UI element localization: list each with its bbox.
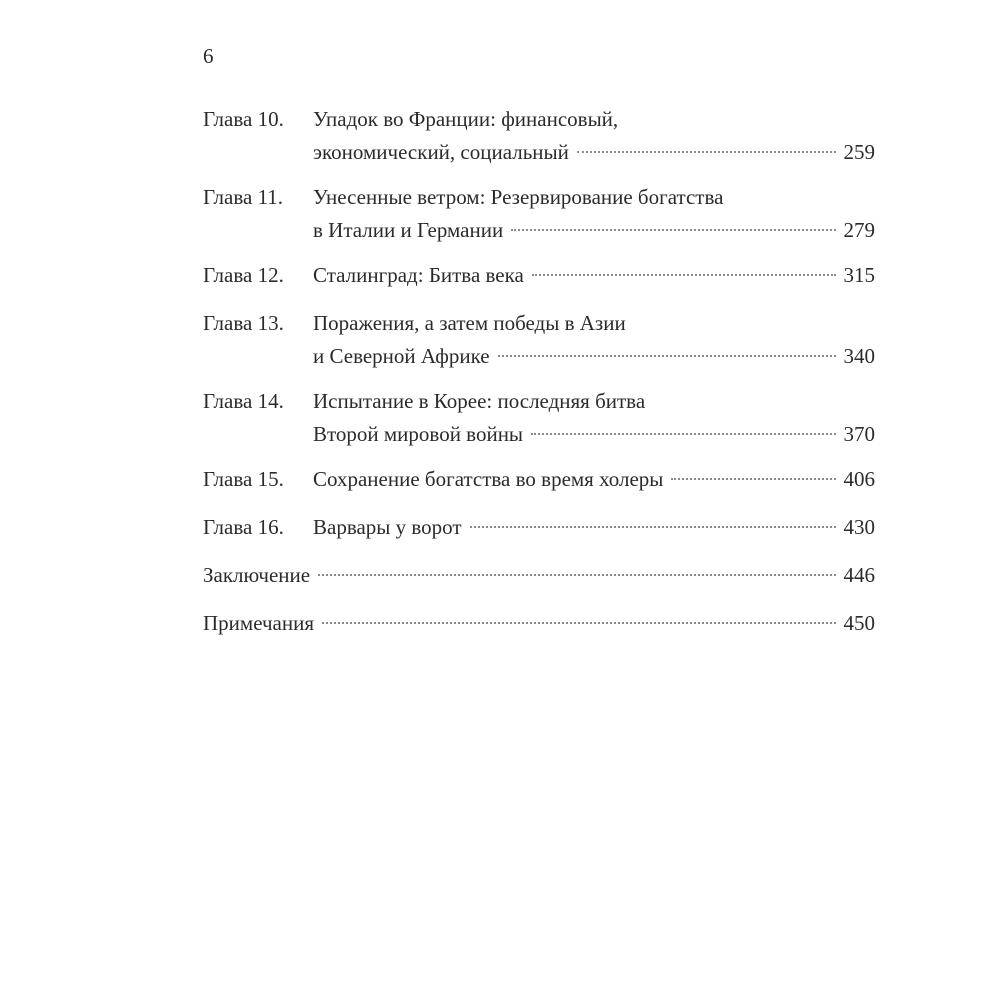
chapter-title-line: Упадок во Франции: финансовый, — [313, 107, 619, 131]
dot-leader — [671, 478, 835, 480]
dot-leader — [511, 229, 835, 231]
toc-entry-chapter-10[interactable] — [203, 103, 875, 169]
chapter-label: Глава 12. — [203, 263, 284, 287]
dot-leader — [322, 622, 835, 624]
chapter-title-line: Сохранение богатства во время холеры — [313, 467, 664, 491]
chapter-title-line: Поражения, а затем победы в Азии — [313, 311, 626, 335]
toc-entry-chapter-15[interactable] — [203, 463, 875, 496]
page-ref: 430 — [843, 515, 875, 539]
dot-leader — [470, 526, 836, 528]
dot-leader — [577, 151, 836, 153]
dot-leader — [318, 574, 835, 576]
toc-entry-chapter-12[interactable] — [203, 259, 875, 292]
page-ref: 259 — [843, 140, 875, 164]
section-title: Примечания — [203, 611, 315, 635]
chapter-title-line: Унесенные ветром: Резервирование богатства — [313, 185, 724, 209]
chapter-label: Глава 10. — [203, 107, 284, 131]
toc-entry-chapter-13[interactable] — [203, 307, 875, 373]
toc-entry-chapter-11[interactable] — [203, 181, 875, 247]
chapter-title-line: экономический, социальный — [313, 140, 569, 164]
page-ref: 315 — [843, 263, 875, 287]
dot-leader — [531, 433, 835, 435]
chapter-title-line: Варвары у ворот — [313, 515, 462, 539]
page-ref: 279 — [843, 218, 875, 242]
table-of-contents — [203, 103, 875, 655]
page-ref: 450 — [843, 611, 875, 635]
page-ref: 340 — [843, 344, 875, 368]
page-ref: 370 — [843, 422, 875, 446]
chapter-label: Глава 13. — [203, 311, 284, 335]
chapter-title-line: и Северной Африке — [313, 344, 490, 368]
chapter-title-line: Сталинград: Битва века — [313, 263, 524, 287]
dot-leader — [498, 355, 836, 357]
toc-entry-chapter-14[interactable] — [203, 385, 875, 451]
page-number: 6 — [203, 44, 214, 68]
chapter-label: Глава 15. — [203, 467, 284, 491]
page-ref: 406 — [843, 467, 875, 491]
chapter-title-line: Испытание в Корее: последняя битва — [313, 389, 646, 413]
dot-leader — [532, 274, 836, 276]
chapter-title-line: Второй мировой войны — [313, 422, 524, 446]
chapter-label: Глава 16. — [203, 515, 284, 539]
chapter-label: Глава 11. — [203, 185, 284, 209]
toc-entry-notes[interactable] — [203, 607, 875, 640]
toc-entry-chapter-16[interactable] — [203, 511, 875, 544]
toc-entry-conclusion[interactable] — [203, 559, 875, 592]
page-ref: 446 — [843, 563, 875, 587]
chapter-label: Глава 14. — [203, 389, 284, 413]
section-title: Заключение — [203, 563, 311, 587]
chapter-title-line: в Италии и Германии — [313, 218, 504, 242]
